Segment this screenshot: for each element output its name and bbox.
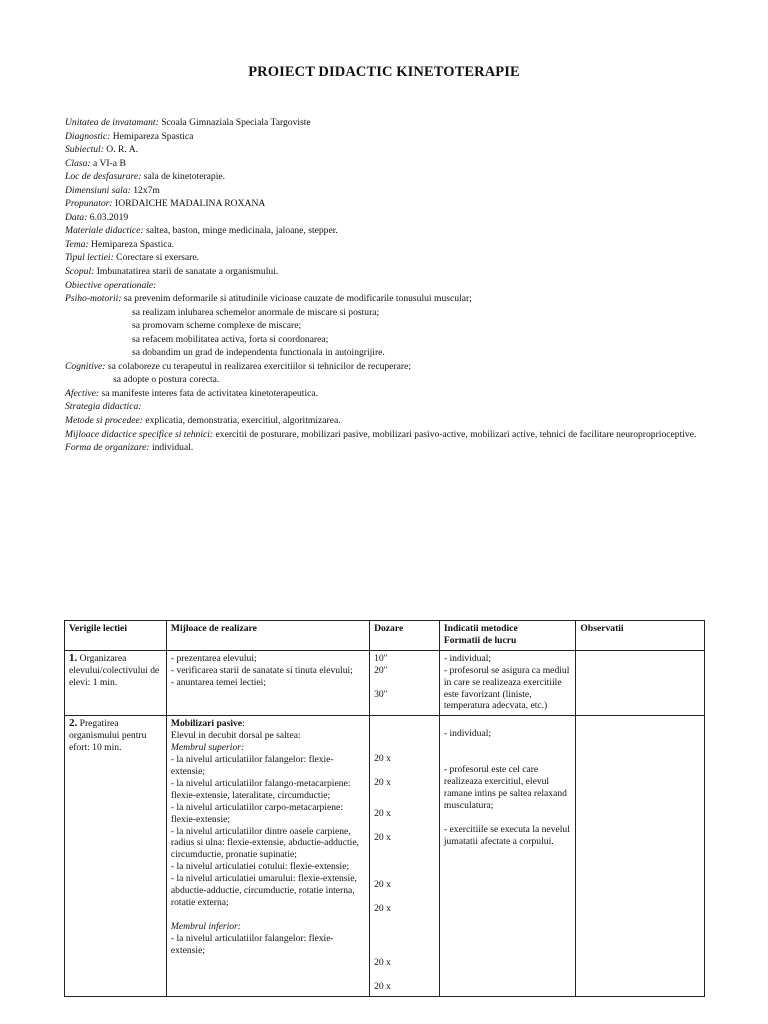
info-value: sa promovam scheme complexe de miscare; [132,320,302,332]
dozare-value: 10" [374,652,388,664]
info-value: 6.03.2019 [87,211,129,223]
dozare-value: 20 x [374,808,391,820]
mijloace-item: - verificarea starii de sanatate si tinuta elevului; [170,664,353,676]
mijloace-item: - la nivelul articulatiei umarului: flexie-extensie, abductie-adductie, circumductie, rotatie interna, rotatie externa; [170,873,357,908]
info-label: Metode si procedee: [65,415,143,427]
mijloace-position: Elevul in decubit dorsal pe saltea: [170,730,301,742]
cell-dozare [370,716,440,996]
info-value: Hemipareza Spastica. [88,238,175,250]
dozare-value: 20 x [374,753,391,765]
header-observatii: Observatii [576,621,705,651]
info-value: Scoala Gimnaziala Speciala Targoviste [158,117,311,128]
info-label: Afective: [65,387,100,399]
dozare-value: 20 x [374,902,391,914]
info-value: saltea, baston, minge medicinala, jaloane, stepper. [143,225,338,237]
info-row-psiho-item [65,319,715,333]
info-value: Corectare si exersare. [113,252,199,264]
info-row-unitatea [65,116,715,130]
indicatii-item: - individual; [443,728,492,740]
info-label: Dimensiuni sala: [65,184,131,196]
mijloace-heading-suffix: : [242,718,245,730]
info-value: IORDAICHE MADALINA ROXANA [112,198,266,210]
info-row-cognitive-item [65,373,715,387]
info-label: Scopul: [65,266,95,278]
info-row-strategia [65,400,715,414]
mijloace-item: - la nivelul articulatiilor carpo-metacarpiene: flexie-extensie; [170,801,343,825]
info-value: sala de kinetoterapie. [141,171,226,183]
dozare-value: 20 x [374,956,391,968]
cell-observatii [576,716,705,996]
info-value: explicatia, demonstratia, exercitiul, algoritmizarea. [142,415,341,427]
info-row-obiective [65,279,715,293]
info-label: Forma de organizare: [65,442,150,454]
header-mijloace: Mijloace de realizare [166,621,369,651]
mijloace-item: - anuntarea temei lectiei; [170,676,266,688]
mijloace-item: - la nivelul articulatiilor falangelor: flexie-extensie; [170,932,334,956]
info-row-subiectul [65,143,715,157]
indicatii-item: - individual; [443,652,492,664]
info-row-mijloace [65,428,715,442]
info-row-diagnostic [65,130,715,144]
info-label: Mijloace didactice specifice si tehnici: [65,428,214,440]
header-dozare: Dozare [370,621,440,651]
info-value: O. R. A. [103,144,139,156]
info-label: Diagnostic: [65,130,111,142]
mijloace-heading-text: Mobilizari pasive [170,718,243,730]
step-title: Organizarea elevului/colectivului de elevi: 1 min. [69,652,160,688]
dozare-value: 20 x [374,832,391,844]
table-row [65,716,705,996]
mijloace-item: - la nivelul articulatiilor dintre oasele carpiene, radius si ulna: flexie-extensie, abductie-adductie, circumductie, pronatie supinatie; [170,825,359,861]
info-value: sa adopte o postura corecta. [113,374,220,386]
indicatii-item: - profesorul se asigura ca mediul in care se realizeaza exercitiile este favorizant (liniste, temperatura adecvata, etc.) [443,664,570,712]
info-value: exercitii de posturare, mobilizari pasive, mobilizari pasivo-active, mobilizari active, tehnici de facilitare neuroproprioceptive. [213,428,697,440]
info-label: Data: [65,211,88,223]
cell-verigi [65,650,167,716]
info-row-psiho [65,292,715,306]
cell-observatii [576,650,705,716]
info-label: Loc de desfasurare: [65,171,142,183]
info-value: 12x7m [130,184,160,196]
cell-mijloace [166,650,369,716]
info-label: Obiective operationale: [65,279,157,291]
cell-dozare [370,650,440,716]
info-label: Propunator: [65,198,113,210]
cell-verigi [65,716,167,996]
indicatii-item: - profesorul este cel care realizeaza exercitiul, elevul ramane intins pe saltea relaxand musculatura; [443,764,567,811]
indicatii-item: - exercitiile se executa la nevelul jumatatii afectate a corpului. [443,823,570,847]
info-label: Materiale didactice: [65,225,144,237]
info-row-dimensiuni [65,184,715,198]
info-row-psiho-item [65,306,715,320]
header-indicatii-line1: Indicatii metodice [443,623,518,634]
info-row-tipul [65,251,715,265]
table-header-row [65,621,705,651]
info-row-psiho-item [65,346,715,360]
info-value: sa colaboreze cu terapeutul in realizarea exercitiilor si tehnicilor de recuperare; [105,360,411,372]
mijloace-subheading: Membrul superior: [170,742,245,754]
info-row-loc [65,170,715,184]
info-label: Unitatea de invatamant: [65,117,159,128]
dozare-value: 20 x [374,980,391,992]
header-indicatii [439,621,576,651]
info-value: individual. [149,442,194,454]
info-row-scopul [65,265,715,279]
mijloace-item: - prezentarea elevului; [170,652,257,664]
info-row-metode [65,414,715,428]
info-label: Psiho-motorii: [65,293,122,305]
info-label: Cognitive: [65,360,106,372]
step-title: Pregatirea organismului pentru efort: 10 min. [69,718,147,754]
lesson-table [64,620,705,997]
info-value: sa refacem mobilitatea activa, forta si coordonarea; [132,333,329,345]
mijloace-item: - la nivelul articulatiilor falangelor: flexie-extensie; [170,754,334,777]
info-row-psiho-item [65,333,715,347]
mijloace-item: - la nivelul articulatiei cotului: flexie-extensie; [170,861,350,873]
info-label: Strategia didactica: [65,401,142,413]
spacer [171,909,365,921]
step-number: 2. [69,717,78,730]
table-row [65,650,705,716]
info-row-propunator [65,197,715,211]
info-label: Tipul lectiei: [65,252,114,264]
info-value: sa manifeste interes fata de activitatea kinetoterapeutica. [99,387,319,399]
mijloace-subheading: Membrul inferior: [170,920,241,932]
dozare-value: 20" [374,664,388,676]
cell-indicatii [439,650,576,716]
cell-mijloace [166,716,369,996]
info-value: a VI-a B [90,157,126,169]
header-verigile: Verigile lectiei [65,621,167,651]
info-row-clasa [65,157,715,171]
info-row-afective [65,387,715,401]
info-label: Tema: [65,238,89,250]
info-value: sa dobandim un grad de independenta functionala in autoingrijire. [132,347,385,359]
info-label: Subiectul: [65,144,104,156]
header-indicatii-line2: Formatii de lucru [443,634,517,646]
dozare-value: 20 x [374,878,391,890]
info-label: Clasa: [65,157,91,169]
dozare-value: 20 x [374,777,391,789]
mijloace-item: - la nivelul articulatiilor falango-metacarpiene: flexie-extensie, lateralitate, circumductie; [170,777,351,801]
document-title: PROIECT DIDACTIC KINETOTERAPIE [248,64,520,80]
dozare-value: 30" [374,688,388,700]
info-row-materiale [65,224,715,238]
info-row-forma [65,441,715,455]
mijloace-heading [171,718,365,730]
info-value: sa realizam inlubarea schemelor anormale de miscare si postura; [132,306,380,318]
info-row-data [65,211,715,225]
step-number: 1. [69,651,78,664]
info-value: Hemipareza Spastica [110,130,194,142]
lesson-info-block [65,116,715,455]
cell-indicatii [439,716,576,996]
info-value: Imbunatatirea starii de sanatate a organismului. [94,266,279,278]
info-value: sa prevenim deformarile si atitudinile vicioase cauzate de modificarile tonusului muscular; [121,293,472,305]
info-row-tema [65,238,715,252]
info-row-cognitive [65,360,715,374]
